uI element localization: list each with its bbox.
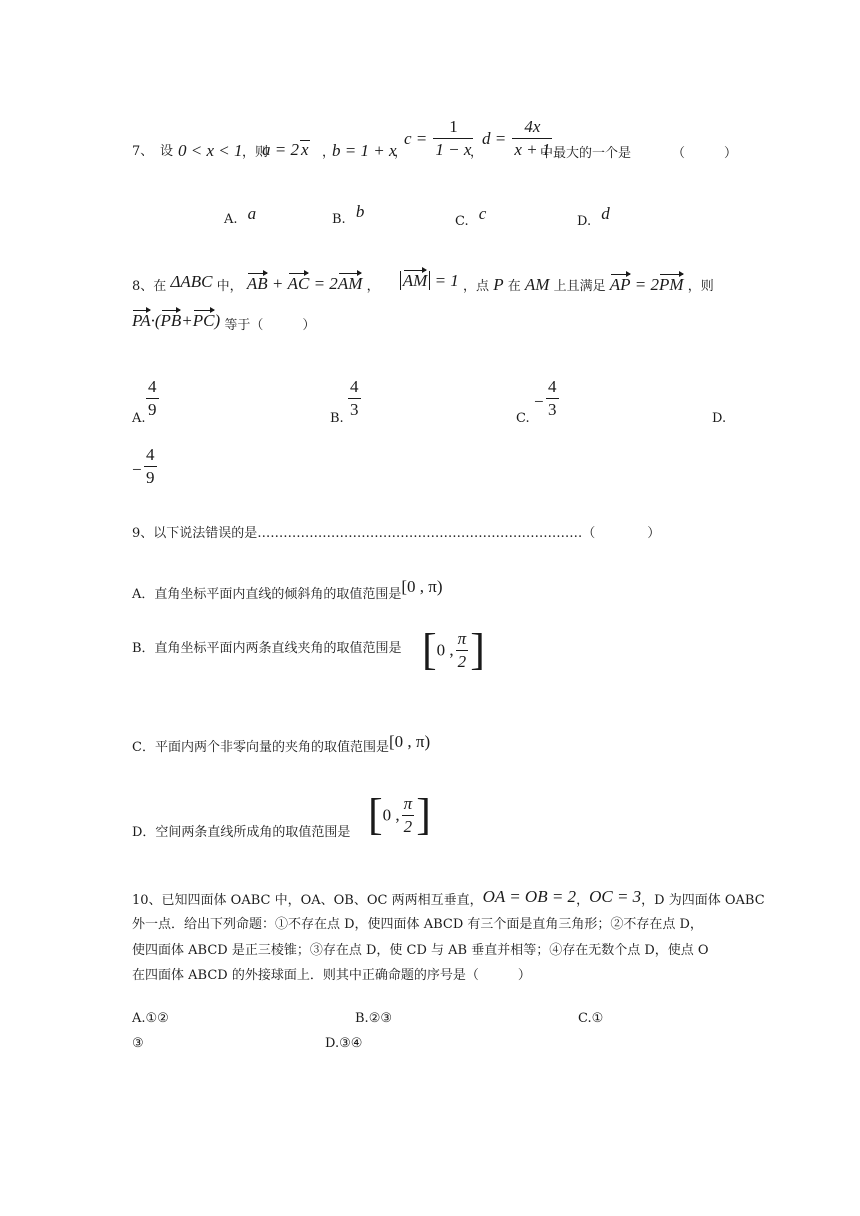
q9-option-a-text: A．直角坐标平面内直线的倾斜角的取值范围是 [132, 587, 402, 602]
q8-left-paren: ( [154, 311, 161, 330]
q8-eq3: = 2 [634, 275, 659, 294]
q10-option-a-label: A. [132, 1011, 146, 1026]
q8-option-c-num: 4 [546, 378, 559, 399]
q9-option-d-lower: 0 , [382, 805, 400, 825]
q7-c-denominator: 1 − x [435, 139, 472, 159]
q8-plus2: + [181, 311, 193, 330]
q9-option-c[interactable] [132, 732, 431, 755]
q8-text3: 在 [507, 279, 521, 294]
q9-option-a[interactable] [132, 577, 443, 602]
q8-vector-pc: PC [192, 311, 215, 330]
q8-abs-vector-am: AM [402, 271, 428, 290]
q8-segment-am: AM [524, 275, 550, 294]
q8-eq2: = 2 [313, 274, 338, 293]
q7-option-a-label: A. [224, 212, 238, 227]
q10-option-d-label: D. [325, 1036, 340, 1051]
q9-option-b-fraction [456, 630, 469, 671]
q8-option-a-num: 4 [146, 378, 159, 399]
q7-option-c-label: C. [455, 214, 469, 229]
q8-text6: 等于（ ） [224, 318, 316, 333]
q7-d-denominator: x + 1 [514, 139, 551, 159]
q9-option-d-den: 2 [403, 816, 413, 836]
q9-option-b-lower: 0 , [436, 640, 454, 660]
q9-option-b[interactable] [132, 625, 485, 674]
q10-line1-tail: ，D 为四面体 OABC [641, 893, 765, 908]
q9-option-a-range: [0 , π) [401, 577, 443, 596]
q7-a-radicand: x [300, 140, 309, 159]
q8-right-paren: ) [214, 311, 221, 330]
q10-option-a[interactable] [132, 1011, 169, 1026]
q8-triangle: ΔABC [170, 272, 213, 291]
q7-then: ，则 [242, 145, 269, 160]
q8-vector-ap: AP [609, 275, 631, 294]
q8-vector-pa: PA [132, 311, 151, 330]
q7-sep3: ， [470, 145, 484, 160]
q7-lead: 设 [160, 144, 174, 159]
q10-option-b[interactable] [355, 1011, 392, 1026]
q8-vector-ab: AB [246, 274, 268, 293]
q10-option-c-continued [132, 1036, 144, 1051]
q7-a-expr [262, 140, 310, 158]
q8-text2: ，点 [463, 279, 490, 294]
q10-option-c-value: ① [591, 1011, 604, 1026]
q7-option-c-value: c [478, 204, 487, 223]
q7-condition: 0 < x < 1 [178, 141, 243, 160]
q7-tail: 中最大的一个是 [540, 146, 632, 161]
q7-option-b[interactable] [332, 202, 365, 228]
q8-option-d-fraction [144, 446, 157, 487]
question-8-stem-line2 [132, 311, 316, 333]
q8-option-a[interactable] [132, 377, 157, 426]
q7-c-lhs: c = [404, 128, 428, 148]
q7-option-a[interactable] [224, 204, 257, 228]
q8-vector-pb: PB [160, 311, 182, 330]
q8-lead: 在 [153, 279, 167, 294]
q8-number: 8、 [132, 279, 154, 294]
q7-d-lhs: d = [482, 128, 507, 148]
q8-text5: ，则 [687, 279, 714, 294]
q10-option-b-value: ②③ [368, 1011, 392, 1026]
q9-option-b-num: π [456, 630, 469, 651]
q10-option-c-label: C. [578, 1011, 592, 1026]
q10-option-d-value: ③④ [339, 1036, 363, 1051]
q10-sep: ， [576, 893, 590, 908]
q10-line1-text: 10、已知四面体 OABC 中，OA、OB、OC 两两相互垂直， [132, 893, 483, 908]
q8-option-d-sign: − [132, 460, 142, 479]
q7-option-b-value: b [355, 202, 365, 221]
q10-option-c[interactable] [578, 1011, 603, 1026]
q8-option-b-label: B. [330, 411, 344, 426]
q8-text1: 中， [216, 279, 243, 294]
q9-stem: 9、以下说法错误的是…………………………………………………………………（ ） [132, 526, 661, 541]
q8-option-d-label: D. [712, 411, 727, 426]
q7-c-fraction [433, 118, 473, 159]
q9-option-c-range: [0 , π) [388, 732, 431, 751]
q10-line3: 使四面体 ABCD 是正三棱锥；③存在点 D，使 CD 与 AB 垂直并相等；④存在无数个点 D，使点 O [132, 943, 709, 958]
q10-option-d[interactable] [325, 1036, 362, 1051]
q7-number: 7、 [132, 144, 154, 159]
q7-sep1: ， [322, 145, 336, 160]
q8-dot: · [150, 311, 155, 330]
q7-option-c[interactable] [455, 204, 487, 230]
q8-option-a-label: A. [132, 411, 146, 426]
q8-option-b-num: 4 [348, 378, 361, 399]
q7-sep2: ， [394, 145, 408, 160]
q7-c-expr [404, 118, 475, 159]
q9-option-b-range: [0 , $\frac{\pi}{2}$ ] [422, 625, 485, 674]
q8-option-b[interactable] [330, 377, 359, 426]
q7-option-d[interactable] [577, 204, 610, 230]
q8-option-b-den: 3 [350, 399, 359, 419]
q8-vector-am: AM [337, 274, 363, 293]
q7-answer-paren: （ ） [672, 146, 738, 161]
q8-vector-ac: AC [287, 274, 310, 293]
q9-option-b-den: 2 [457, 651, 467, 671]
question-8-stem-line1 [132, 271, 714, 294]
q7-b-expr: b = 1 + x [332, 141, 397, 160]
q8-option-d[interactable] [712, 411, 726, 426]
q8-option-d-den: 9 [146, 467, 155, 487]
q8-option-a-den: 9 [148, 399, 157, 419]
q7-option-d-value: d [601, 204, 610, 223]
q10-option-a-value: ①② [145, 1011, 169, 1026]
q7-option-d-label: D. [577, 214, 592, 229]
q8-option-c-label: C. [516, 411, 530, 426]
q8-vector-pm: PM [659, 275, 684, 294]
q10-line4: 在四面体 ABCD 的外接球面上．则其中正确命题的序号是（ ） [132, 968, 531, 983]
q8-option-c-fraction [546, 378, 559, 419]
q8-option-d-num: 4 [144, 446, 157, 467]
q7-option-b-label: B. [332, 212, 346, 227]
q10-option-c-value-cont: ③ [132, 1036, 144, 1051]
q7-option-a-value: a [247, 204, 257, 223]
q8-option-c-sign: − [534, 392, 544, 411]
q8-option-c[interactable] [516, 377, 557, 426]
q10-math2: OC = 3 [589, 887, 642, 906]
q9-option-d-range: [0 , $\frac{\pi}{2}$ ] [368, 790, 431, 839]
q7-d-numerator: 4x [512, 118, 552, 139]
q8-eq1: = 1 [434, 271, 459, 290]
q10-line1 [132, 887, 765, 908]
q9-option-c-text: C．平面内两个非零向量的夹角的取值范围是 [132, 740, 389, 755]
q8-plus: + [271, 274, 284, 293]
q9-option-d-fraction [402, 795, 415, 836]
q8-text4: 上且满足 [553, 279, 606, 294]
q9-option-d-num: π [402, 795, 415, 816]
q8-option-a-fraction [146, 378, 159, 419]
q8-option-c-den: 3 [548, 399, 557, 419]
q7-c-numerator: 1 [433, 118, 473, 139]
q9-option-d[interactable] [132, 790, 431, 840]
q7-a-lhs: a = 2 [262, 140, 299, 159]
q10-line2: 外一点．给出下列命题：①不存在点 D，使四面体 ABCD 有三个面是直角三角形；②不存在点 D， [132, 917, 703, 932]
q9-option-b-text: B．直角坐标平面内两条直线夹角的取值范围是 [132, 641, 402, 656]
q8-option-b-fraction [348, 378, 361, 419]
q10-option-b-label: B. [355, 1011, 369, 1026]
q9-option-d-text: D．空间两条直线所成角的取值范围是 [132, 825, 351, 840]
q8-point-p: P [493, 275, 504, 294]
q8-comma: ， [366, 279, 380, 294]
q10-math1: OA = OB = 2 [482, 887, 577, 906]
